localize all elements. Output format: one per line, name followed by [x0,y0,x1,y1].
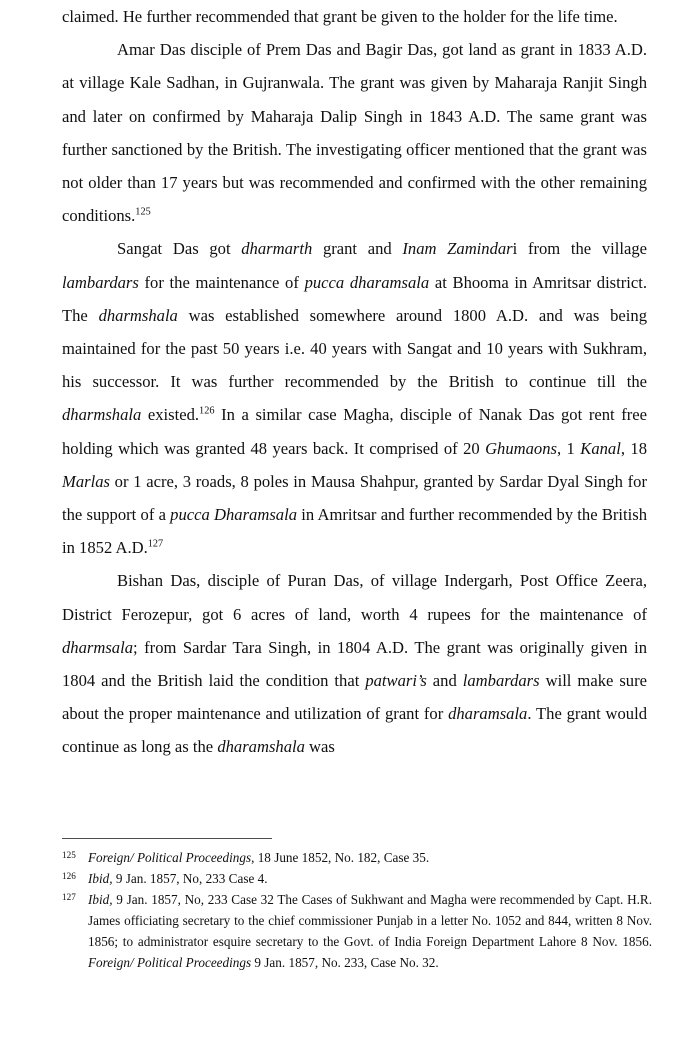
paragraph-italic-run: Marlas [62,471,110,491]
footnote-italic-run: Foreign/ Political Proceedings [88,850,252,865]
paragraph-italic-run: dharmarth [241,239,313,259]
footnote-text-run: , 18 June 1852, No. 182, Case 35. [251,850,430,865]
paragraph-text-run: , 1 [557,438,581,458]
footnote-reference-125[interactable]: 125 [135,206,151,218]
body-text-block [62,0,647,764]
paragraph-text-run: Amar Das disciple of Prem Das and Bagir Das, got land as grant in 1833 A.D. at village Kale Sadhan, in Gujranwala. The grant was given by Maharaja Ranjit Singh and later on confirmed by Maharaja Dalip Singh in 1843 A.D. The same grant was further sanctioned by the British. The investigating officer mentioned that the grant was not older than 17 years but was recommended and confirmed with the other remaining conditions. [62,40,647,226]
footnote-italic-run: Foreign/ Political Proceedings [88,955,252,970]
footnote-number-127: 127 [62,892,76,902]
paragraph-text-run: grant and [312,239,403,259]
paragraph-text-run: will make sure about the proper maintenance and utilization of grant for [62,671,647,724]
paragraph-text-run: and [426,671,463,691]
paragraph-text-run: claimed. He further recommended that grant be given to the holder for the life time. [62,7,618,26]
footnote-text-126 [88,868,652,889]
paragraph-text-run: existed. [141,405,200,425]
paragraph-text-run: in Amritsar and further recommended by the British in 1852 A.D. [62,505,647,558]
footnote-text-127 [88,889,652,973]
paragraph-text-run: Bishan Das, disciple of Puran Das, of village Indergarh, Post Office Zeera, District Ferozepur, got 6 acres of land, worth 4 rupees for the maintenance of [62,571,647,624]
footnote-126 [62,868,652,889]
footnote-text-run: 9 Jan. 1857, No, 233 Case 32 The Cases of Sukhwant and Magha were recommended by Capt. H.R. James officiating secretary to the chief commissioner Punjab in a letter No. 1052 and 844, written 8 Nov. 1856; to administrator esquire secretary to the Govt. of India Foreign Department Lahore 8 Nov. 1856. [88,892,652,949]
body-paragraph-4 [62,564,647,763]
paragraph-text-run: Sangat Das got [117,239,242,259]
footnote-text-125 [88,847,652,868]
paragraph-text-run: ; from Sardar Tara Singh, in 1804 A.D. The grant was originally given in 1804 and the British laid the condition that [62,637,647,691]
paragraph-italic-run: Ghumaons [485,438,557,458]
footnote-reference-127[interactable]: 127 [147,538,164,550]
footnote-number-126: 126 [62,871,76,881]
paragraph-italic-run: dharamshala [217,737,305,757]
footnote-reference-126[interactable]: 126 [199,405,215,417]
paragraph-italic-run: pucca Dharamsala [170,505,298,525]
paragraph-text-run: for the maintenance of [138,272,305,292]
paragraph-italic-run: patwari’s [365,671,427,691]
paragraph-italic-run: lambardars [62,272,139,292]
paragraph-text-run: at Bhooma in Amritsar district. The [62,272,648,325]
footnote-italic-run: Ibid, [88,892,113,907]
footnote-italic-run: Ibid, [88,871,113,886]
footnote-separator-rule [62,838,272,839]
footnote-section [62,838,652,973]
paragraph-italic-run: Kanal [580,438,621,458]
paragraph-italic-run: pucca dharamsala [304,272,430,292]
body-paragraph-1 [62,0,647,33]
footnote-text-run: 9 Jan. 1857, No. 233, Case No. 32. [251,955,439,970]
footnote-text-run: 9 Jan. 1857, No, 233 Case 4. [112,871,268,886]
paragraph-text-run: or 1 acre, 3 roads, 8 poles in Mausa Shahpur, granted by Sardar Dyal Singh for the support of a [62,471,647,525]
paragraph-italic-run: dharmshala [98,305,178,325]
paragraph-text-run: , 18 [620,438,647,458]
footnote-list [62,847,652,973]
paragraph-text-run: was [304,737,335,757]
footnote-127 [62,889,652,973]
paragraph-italic-run: dharmshala [62,405,142,425]
paragraph-text-run: was established somewhere around 1800 A.D. and was being maintained for the past 50 years i.e. 40 years with Sangat and 10 years with Sukhram, his successor. It was further recommended by the British to continue till the [62,305,647,392]
body-paragraph-2 [62,33,647,232]
paragraph-italic-run: Inam Zamindar [402,239,513,259]
body-paragraph-3 [62,232,647,564]
paragraph-italic-run: dharmsala [62,637,133,657]
paragraph-italic-run: dharamsala [448,704,528,724]
footnote-125 [62,847,652,868]
footnote-number-125: 125 [62,850,76,860]
paragraph-text-run: i from the village [512,239,647,259]
paragraph-italic-run: lambardars [462,671,540,691]
paragraph-text-run: In a similar case Magha, disciple of Nanak Das got rent free holding which was granted 48 years back. It comprised of 20 [62,405,647,458]
paragraph-text-run: . The grant would continue as long as the [62,704,648,757]
